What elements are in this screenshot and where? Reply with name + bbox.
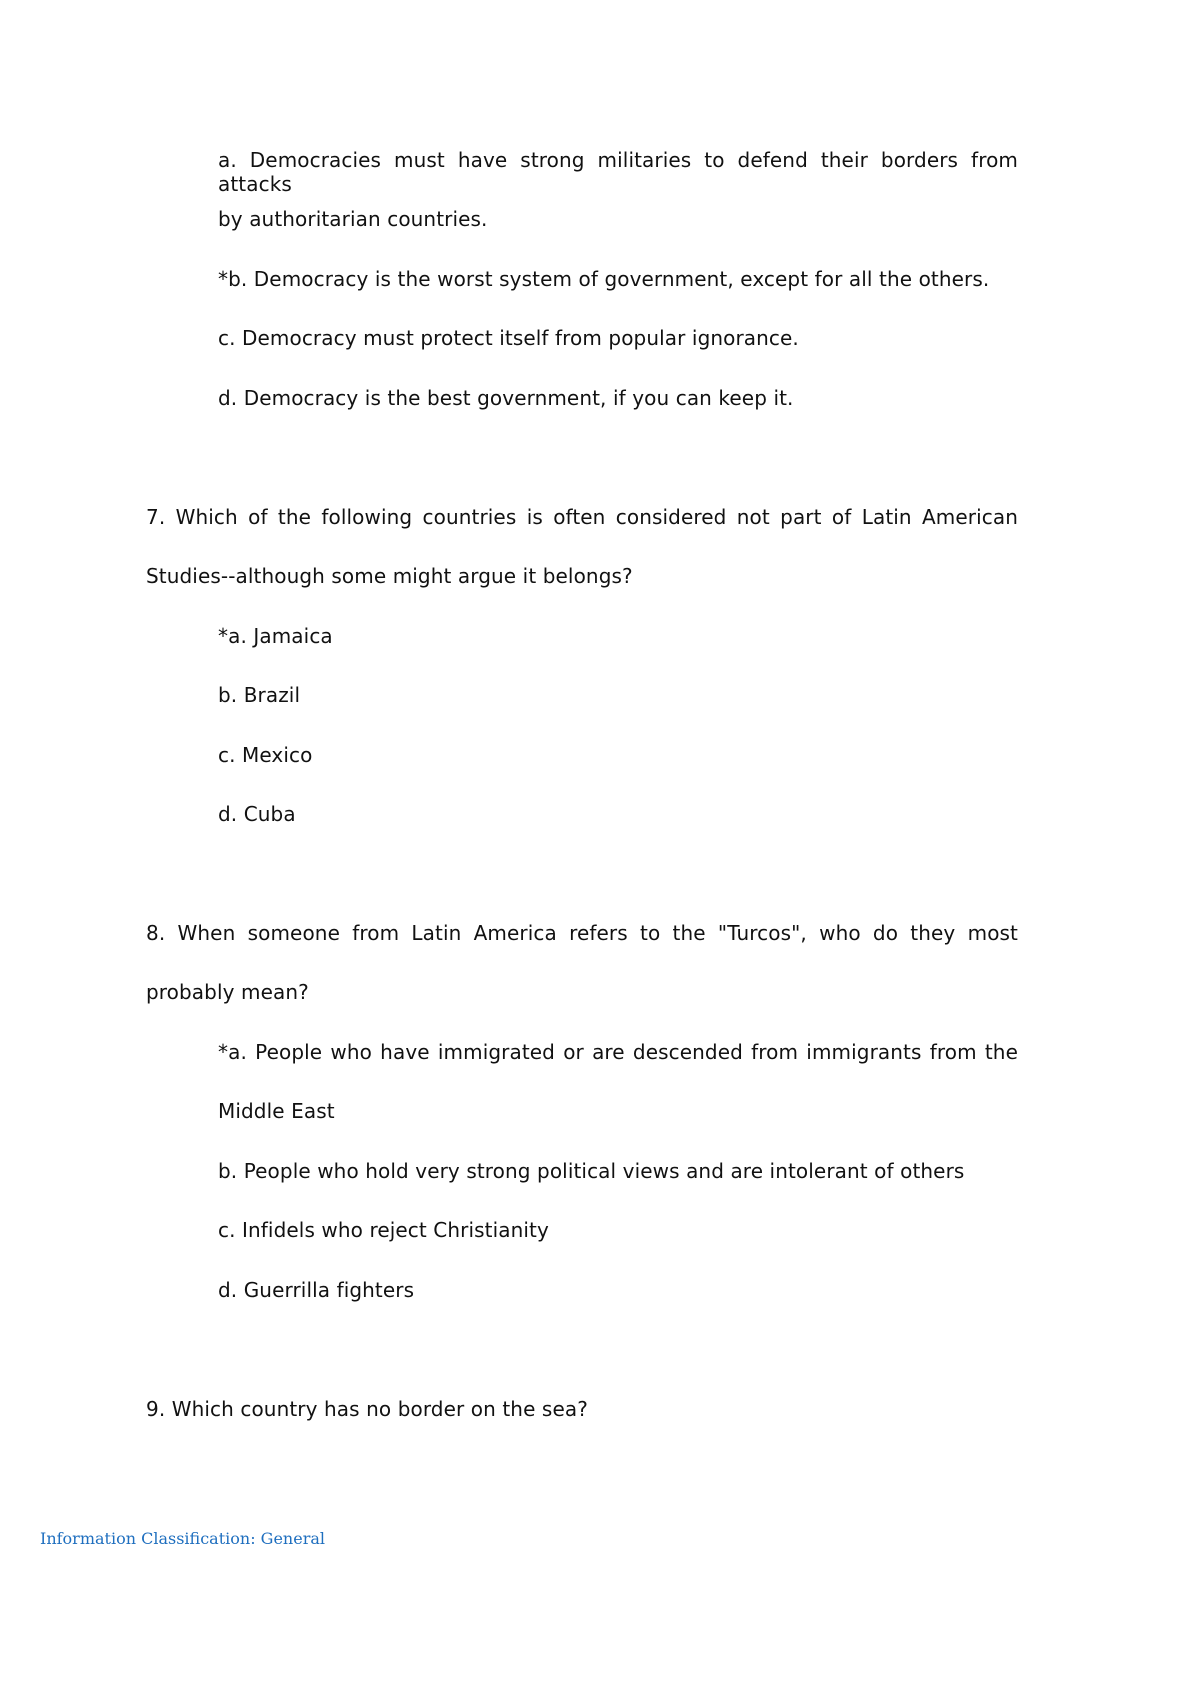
- q6-option-a-line2: by authoritarian countries.: [218, 207, 488, 231]
- q9-question: 9. Which country has no border on the sea?: [146, 1397, 588, 1421]
- q6-option-a-line1: a. Democracies must have strong militaries to defend their borders from attacks: [218, 148, 1018, 196]
- q7-option-a: *a. Jamaica: [218, 624, 333, 648]
- q7-option-b: b. Brazil: [218, 683, 301, 707]
- q6-option-d: d. Democracy is the best government, if you can keep it.: [218, 386, 794, 410]
- q8-option-a-line1: *a. People who have immigrated or are descended from immigrants from the: [218, 1040, 1018, 1064]
- classification-footer: Information Classification: General: [40, 1529, 326, 1548]
- q7-question-line1: 7. Which of the following countries is often considered not part of Latin American: [146, 505, 1018, 529]
- q7-option-d: d. Cuba: [218, 802, 296, 826]
- q8-question-line1: 8. When someone from Latin America refers to the "Turcos", who do they most: [146, 921, 1018, 945]
- q6-option-b: *b. Democracy is the worst system of government, except for all the others.: [218, 267, 990, 291]
- q7-question-line2: Studies--although some might argue it belongs?: [146, 564, 633, 588]
- q8-option-a-line2: Middle East: [218, 1099, 335, 1123]
- q8-question-line2: probably mean?: [146, 980, 309, 1004]
- q8-option-b: b. People who hold very strong political views and are intolerant of others: [218, 1159, 965, 1183]
- q6-option-c: c. Democracy must protect itself from popular ignorance.: [218, 326, 799, 350]
- q8-option-c: c. Infidels who reject Christianity: [218, 1218, 549, 1242]
- q7-option-c: c. Mexico: [218, 743, 313, 767]
- q8-option-d: d. Guerrilla fighters: [218, 1278, 415, 1302]
